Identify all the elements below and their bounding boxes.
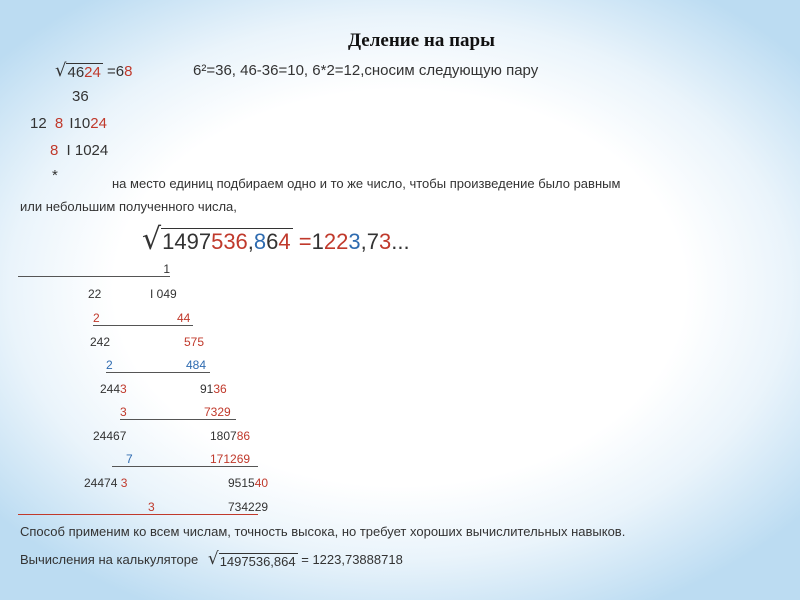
row-10-left-b: 3 — [120, 476, 128, 490]
row-2-left: 22 — [88, 287, 102, 301]
note-line-1: на место единиц подбираем одно и то же число, чтобы произведение было равным — [112, 176, 621, 191]
root-digit-1: 6 — [115, 63, 125, 80]
result-ellipsis: ... — [391, 229, 410, 254]
row-10-left-a: 24474 — [84, 476, 121, 490]
radicand-first-pair: 46 — [67, 64, 85, 81]
radical-sign-large: √ — [142, 222, 162, 257]
equals-sign: = — [107, 63, 116, 80]
result-digit-3: 3 — [348, 229, 361, 254]
radicand — [66, 63, 102, 81]
chosen-digit-8: 8 — [54, 115, 64, 132]
calculator-label: Вычисления на калькуляторе — [20, 552, 199, 567]
result-digit-1: 1 — [311, 229, 324, 254]
radicand-part-2: 536 — [211, 229, 248, 254]
row-10-left — [84, 476, 127, 490]
radicand-second-pair: 24 — [84, 64, 101, 81]
row-6-right-b: 36 — [213, 382, 227, 396]
row-6-left — [100, 382, 127, 396]
row-6-left-b: 3 — [120, 382, 127, 396]
division-step-2 — [50, 142, 108, 159]
row-11-left: 3 — [148, 500, 155, 514]
row-8-right-a: 1807 — [210, 429, 237, 443]
result-decimal-7: ,7 — [360, 229, 379, 254]
radical-sign: √ — [55, 60, 67, 81]
row-3 — [93, 311, 193, 326]
calculator-result: = 1223,73888718 — [301, 552, 403, 567]
row-7-right: 7329 — [204, 405, 231, 419]
result-decimal-3: 3 — [379, 229, 392, 254]
row-4-right: 575 — [184, 335, 205, 349]
radicand-large — [161, 228, 293, 255]
row-10-right-b: 40 — [254, 476, 269, 490]
row-7-left: 3 — [120, 405, 127, 419]
explanation-line: 6²=36, 46-36=10, 6*2=12,сносим следующую пару — [193, 62, 539, 79]
example2-root — [142, 222, 410, 257]
decimal-comma: , — [247, 229, 254, 254]
row-11-right: 734229 — [228, 500, 269, 514]
conclusion-text: Способ применим ко всем числам, точность высока, но требует хороших вычислительных навыков. — [20, 524, 626, 539]
root-digit-2: 8 — [124, 63, 133, 80]
radicand-part-3: 8 — [253, 229, 267, 254]
row-3-left: 2 — [93, 311, 100, 325]
row-2-right: I 049 — [150, 287, 177, 301]
row-10-right-a: 9515 — [228, 476, 255, 490]
row-7 — [120, 405, 236, 420]
sqrt-expression-large — [142, 222, 293, 257]
result-digits-22: 22 — [323, 229, 349, 254]
row-5-left: 2 — [106, 358, 113, 372]
row-1 — [18, 262, 170, 277]
row-6-right-a: 91 — [200, 382, 214, 396]
row-6-left-a: 244 — [100, 382, 121, 396]
page-title: Деление на пары — [348, 30, 495, 51]
row-5-right: 484 — [186, 358, 207, 372]
remainder-prefix: I10 — [69, 115, 91, 132]
row-8-right — [210, 429, 250, 443]
radicand-part-1: 1497 — [162, 229, 212, 254]
remainder-pair: 24 — [90, 115, 107, 132]
multiplier-8: 8 — [50, 142, 59, 159]
product-1024: I 1024 — [66, 142, 109, 159]
radicand-part-5: 4 — [278, 229, 291, 254]
division-step-1 — [30, 115, 107, 132]
radical-sign-small: √ — [207, 549, 219, 569]
example1-root — [55, 60, 132, 81]
star-marker: * — [52, 167, 58, 184]
row-1-right: 1 — [163, 262, 170, 276]
row-9-right: 171269 — [210, 452, 251, 466]
row-4-left: 242 — [90, 335, 111, 349]
row-8-right-b: 86 — [236, 429, 251, 443]
row-10-right — [228, 476, 268, 490]
subtrahend-36: 36 — [72, 88, 89, 105]
row-5 — [106, 358, 210, 373]
equals-sign-large: = — [298, 229, 312, 254]
sqrt-expression — [55, 60, 103, 81]
row-6-right — [200, 382, 227, 396]
calculator-sqrt — [208, 549, 298, 569]
radicand-part-4: 6 — [266, 229, 279, 254]
note-line-2: или небольшим полученного числа, — [20, 199, 237, 214]
row-9 — [112, 452, 258, 467]
row-9-left: 7 — [126, 452, 133, 466]
row-8-left: 24467 — [93, 429, 127, 443]
divisor-12: 12 — [30, 115, 47, 132]
row-11 — [18, 500, 269, 515]
row-3-right: 44 — [177, 311, 191, 325]
calculator-radicand: 1497536,864 — [219, 554, 296, 569]
calculator-line — [20, 549, 403, 569]
